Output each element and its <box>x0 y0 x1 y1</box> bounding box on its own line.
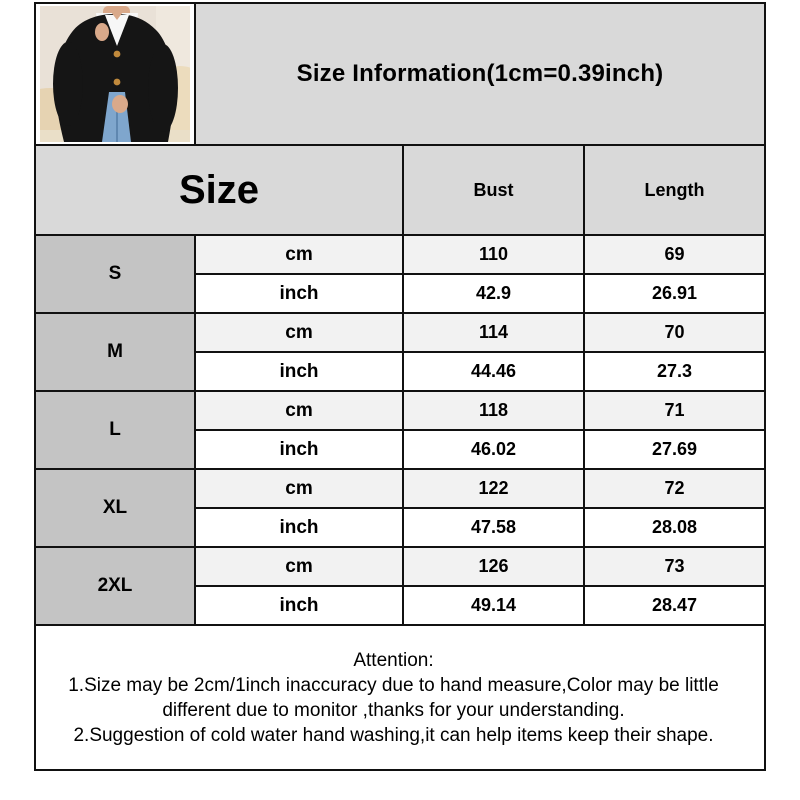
length-cm-value: 73 <box>584 547 765 586</box>
length-inch-value: 26.91 <box>584 274 765 313</box>
bust-cm-value: 118 <box>403 391 584 430</box>
length-cm-value: 69 <box>584 235 765 274</box>
size-label-l: L <box>35 391 195 469</box>
length-inch-value: 27.69 <box>584 430 765 469</box>
size-label-s: S <box>35 235 195 313</box>
product-photo <box>36 6 194 142</box>
unit-label-cm: cm <box>195 391 403 430</box>
unit-label-inch: inch <box>195 430 403 469</box>
unit-label-inch: inch <box>195 352 403 391</box>
unit-label-cm: cm <box>195 469 403 508</box>
size-label-2xl: 2XL <box>35 547 195 625</box>
bust-inch-value: 47.58 <box>403 508 584 547</box>
bust-inch-value: 46.02 <box>403 430 584 469</box>
size-information-title: Size Information(1cm=0.39inch) <box>195 3 765 145</box>
column-header-length: Length <box>584 145 765 235</box>
column-header-size: Size <box>35 145 403 235</box>
bust-inch-value: 44.46 <box>403 352 584 391</box>
length-inch-value: 27.3 <box>584 352 765 391</box>
unit-label-inch: inch <box>195 508 403 547</box>
bust-cm-value: 110 <box>403 235 584 274</box>
length-inch-value: 28.08 <box>584 508 765 547</box>
unit-label-inch: inch <box>195 274 403 313</box>
unit-label-cm: cm <box>195 547 403 586</box>
size-table <box>34 2 766 771</box>
table-row <box>35 469 765 508</box>
bust-cm-value: 114 <box>403 313 584 352</box>
product-photo-cell <box>35 3 195 145</box>
length-cm-value: 71 <box>584 391 765 430</box>
table-row <box>35 391 765 430</box>
size-label-m: M <box>35 313 195 391</box>
column-header-bust: Bust <box>403 145 584 235</box>
size-label-xl: XL <box>35 469 195 547</box>
attention-box <box>35 625 765 770</box>
bust-inch-value: 49.14 <box>403 586 584 625</box>
table-row <box>35 235 765 274</box>
table-row <box>35 313 765 352</box>
bust-cm-value: 126 <box>403 547 584 586</box>
length-cm-value: 72 <box>584 469 765 508</box>
unit-label-inch: inch <box>195 586 403 625</box>
attention-heading: Attention: <box>353 649 434 671</box>
attention-note-1: 1.Size may be 2cm/1inch inaccuracy due to hand measure,Color may be little different due to monitor ,thanks for your understanding. <box>68 674 719 721</box>
length-cm-value: 70 <box>584 313 765 352</box>
model-black-cardigan-illustration <box>40 6 190 142</box>
length-inch-value: 28.47 <box>584 586 765 625</box>
bust-cm-value: 122 <box>403 469 584 508</box>
unit-label-cm: cm <box>195 313 403 352</box>
attention-note-2: 2.Suggestion of cold water hand washing,it can help items keep their shape. <box>73 724 714 746</box>
bust-inch-value: 42.9 <box>403 274 584 313</box>
table-row <box>35 547 765 586</box>
unit-label-cm: cm <box>195 235 403 274</box>
